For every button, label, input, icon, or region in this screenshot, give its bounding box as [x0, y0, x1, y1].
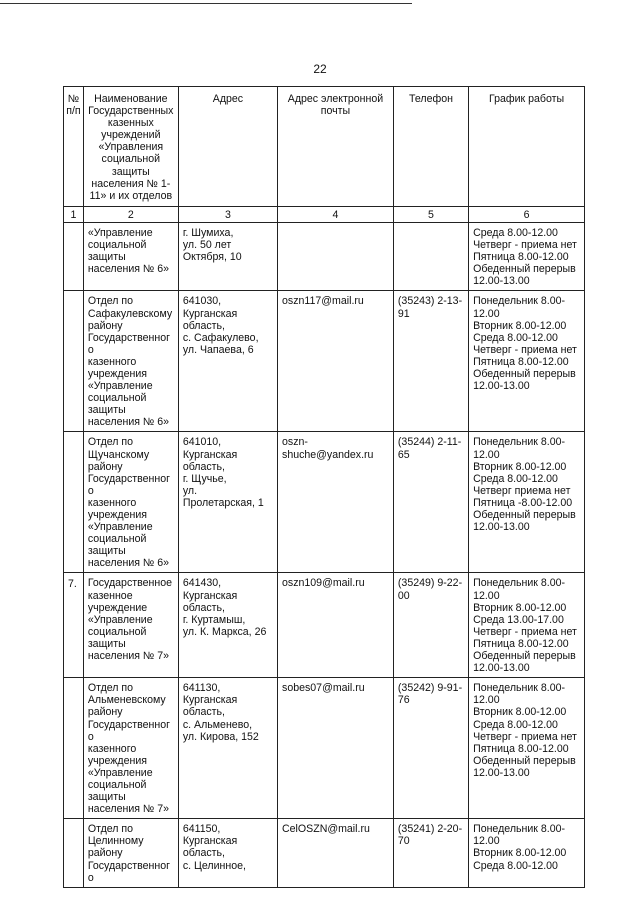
column-number: 6	[469, 206, 585, 222]
table-row	[64, 573, 585, 678]
institution-name: «Управление социальной защиты населения № 6»	[83, 222, 178, 290]
header-phone: Телефон	[393, 87, 468, 207]
institution-phone: (35244) 2-11- 65	[393, 432, 468, 573]
table-row	[64, 432, 585, 573]
institution-email: CelOSZN@mail.ru	[278, 819, 394, 887]
institution-email	[278, 222, 394, 290]
institution-address: г. Шумиха, ул. 50 лет Октября, 10	[178, 222, 277, 290]
row-number	[64, 432, 84, 573]
table-row	[64, 819, 585, 887]
institution-name: Отдел по Сафакулевскому району Государственного казенного учреждения «Управление социальной защиты населения № 6»	[83, 291, 178, 432]
institution-name: Государственное казенное учреждение «Управление социальной защиты населения № 7»	[83, 573, 178, 678]
institution-phone: (35242) 9-91- 76	[393, 678, 468, 819]
institution-email: oszn- shuche@yandex.ru	[278, 432, 394, 573]
column-number: 4	[278, 206, 394, 222]
institution-schedule: Среда 8.00-12.00 Четверг - приема нет Пятница 8.00-12.00 Обеденный перерыв 12.00-13.00	[469, 222, 585, 290]
row-number	[64, 291, 84, 432]
header-address: Адрес	[178, 87, 277, 207]
column-number: 5	[393, 206, 468, 222]
row-number	[64, 678, 84, 819]
top-rule	[0, 3, 412, 4]
institution-email: sobes07@mail.ru	[278, 678, 394, 819]
header-number: № п/п	[64, 87, 84, 207]
institution-address: 641150, Курганская область, с. Целинное,	[178, 819, 277, 887]
institution-email: oszn109@mail.ru	[278, 573, 394, 678]
table-row	[64, 291, 585, 432]
institution-phone	[393, 222, 468, 290]
institution-phone: (35243) 2-13- 91	[393, 291, 468, 432]
column-number: 3	[178, 206, 277, 222]
column-number: 1	[64, 206, 84, 222]
institution-address: 641010, Курганская область, г. Щучье, ул. Пролетарская, 1	[178, 432, 277, 573]
table-row	[64, 222, 585, 290]
institution-name: Отдел по Целинному району Государственного	[83, 819, 178, 887]
header-schedule: График работы	[469, 87, 585, 207]
header-email: Адрес электронной почты	[278, 87, 394, 207]
institution-address: 641430, Курганская область, г. Куртамыш, ул. К. Маркса, 26	[178, 573, 277, 678]
institution-schedule: Понедельник 8.00- 12.00 Вторник 8.00-12.00 Среда 8.00-12.00 Четверг приема нет Пятница -8.00-12.00 Обеденный перерыв 12.00-13.00	[469, 432, 585, 573]
institution-name: Отдел по Щучанскому району Государственного казенного учреждения «Управление социальной защиты населения № 6»	[83, 432, 178, 573]
row-number	[64, 819, 84, 887]
offices-table	[63, 86, 585, 888]
column-numbers-row	[64, 206, 585, 222]
institution-address: 641030, Курганская область, с. Сафакулево, ул. Чапаева, 6	[178, 291, 277, 432]
institution-schedule: Понедельник 8.00- 12.00 Вторник 8.00-12.00 Среда 13.00-17.00 Четверг - приема нет Пятница 8.00-12.00 Обеденный перерыв 12.00-13.00	[469, 573, 585, 678]
header-name: Наименование Государственных казенных учреждений «Управления социальной защиты населения № 1-11» и их отделов	[83, 87, 178, 207]
institution-schedule: Понедельник 8.00- 12.00 Вторник 8.00-12.00 Среда 8.00-12.00 Четверг - приема нет Пятница 8.00-12.00 Обеденный перерыв 12.00-13.00	[469, 678, 585, 819]
table-header-row	[64, 87, 585, 207]
table-row	[64, 678, 585, 819]
row-number	[64, 222, 84, 290]
institution-schedule: Понедельник 8.00- 12.00 Вторник 8.00-12.00 Среда 8.00-12.00	[469, 819, 585, 887]
institution-phone: (35249) 9-22- 00	[393, 573, 468, 678]
institution-address: 641130, Курганская область, с. Альменево, ул. Кирова, 152	[178, 678, 277, 819]
institution-name: Отдел по Альменевскому району Государственного казенного учреждения «Управление социальной защиты населения № 7»	[83, 678, 178, 819]
institution-phone: (35241) 2-20- 70	[393, 819, 468, 887]
column-number: 2	[83, 206, 178, 222]
page-number: 22	[313, 62, 327, 76]
institution-email: oszn117@mail.ru	[278, 291, 394, 432]
row-number: 7.	[64, 573, 84, 678]
institution-schedule: Понедельник 8.00- 12.00 Вторник 8.00-12.00 Среда 8.00-12.00 Четверг - приема нет Пятница 8.00-12.00 Обеденный перерыв 12.00-13.00	[469, 291, 585, 432]
